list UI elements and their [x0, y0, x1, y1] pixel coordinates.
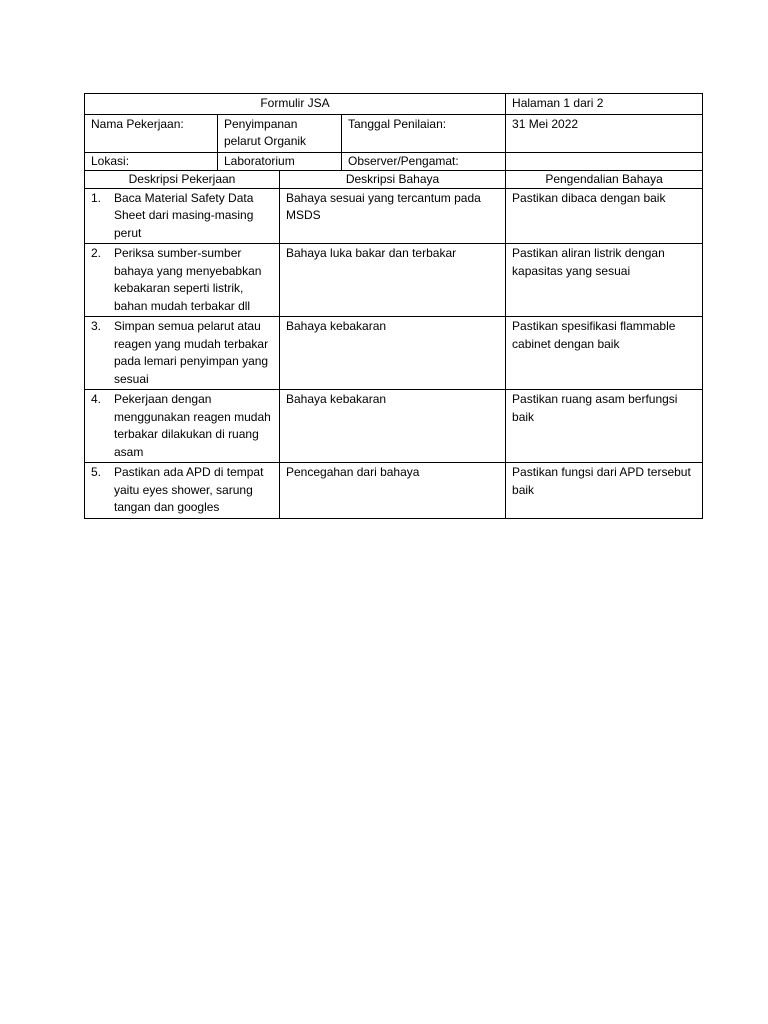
task-text: Periksa sumber-sumber bahaya yang menyebabkan kebakaran seperti listrik, bahan mudah terbakar dll	[114, 246, 262, 313]
task-cell	[85, 463, 280, 519]
table-row	[85, 317, 703, 390]
control-cell: Pastikan spesifikasi flammable cabinet dengan baik	[506, 317, 703, 390]
column-header-hazard: Deskripsi Bahaya	[280, 170, 506, 188]
assessment-date-label: Tanggal Penilaian:	[342, 114, 506, 152]
column-header-task: Deskripsi Pekerjaan	[85, 170, 280, 188]
table-row	[85, 463, 703, 519]
assessment-date-value: 31 Mei 2022	[506, 114, 703, 152]
column-header-row	[85, 170, 703, 188]
control-cell: Pastikan dibaca dengan baik	[506, 188, 703, 244]
hazard-cell: Bahaya sesuai yang tercantum pada MSDS	[280, 188, 506, 244]
form-title: Formulir JSA	[85, 94, 506, 115]
control-cell: Pastikan aliran listrik dengan kapasitas yang sesuai	[506, 244, 703, 317]
hazard-cell: Bahaya kebakaran	[280, 317, 506, 390]
task-text: Baca Material Safety Data Sheet dari masing-masing perut	[114, 190, 254, 240]
control-cell: Pastikan fungsi dari APD tersebut baik	[506, 463, 703, 519]
column-header-control: Pengendalian Bahaya	[506, 170, 703, 188]
task-text: Pekerjaan dengan menggunakan reagen mudah terbakar dilakukan di ruang asam	[114, 392, 271, 459]
hazard-cell: Bahaya kebakaran	[280, 390, 506, 463]
hazard-cell: Bahaya luka bakar dan terbakar	[280, 244, 506, 317]
title-row	[85, 94, 703, 115]
job-name-row	[85, 114, 703, 152]
page-indicator: Halaman 1 dari 2	[506, 94, 703, 115]
task-text: Simpan semua pelarut atau reagen yang mudah terbakar pada lemari penyimpan yang sesuai	[114, 319, 269, 386]
step-number: 4.	[91, 392, 102, 406]
step-number: 2.	[91, 246, 102, 260]
location-label: Lokasi:	[85, 152, 218, 170]
observer-label: Observer/Pengamat:	[342, 152, 506, 170]
task-cell	[85, 188, 280, 244]
task-cell	[85, 390, 280, 463]
step-number: 1.	[91, 190, 102, 205]
step-number: 3.	[91, 319, 102, 333]
task-cell	[85, 244, 280, 317]
task-text: Pastikan ada APD di tempat yaitu eyes shower, sarung tangan dan googles	[114, 465, 264, 514]
location-row	[85, 152, 703, 170]
step-number: 5.	[91, 465, 102, 479]
job-name-label: Nama Pekerjaan:	[85, 114, 218, 152]
task-cell	[85, 317, 280, 390]
table-row	[85, 390, 703, 463]
observer-value	[506, 152, 703, 170]
location-value: Laboratorium	[218, 152, 342, 170]
job-name-value: Penyimpanan pelarut Organik	[218, 114, 342, 152]
jsa-form-table	[84, 93, 703, 519]
hazard-cell: Pencegahan dari bahaya	[280, 463, 506, 519]
table-row	[85, 188, 703, 244]
table-row	[85, 244, 703, 317]
control-cell: Pastikan ruang asam berfungsi baik	[506, 390, 703, 463]
